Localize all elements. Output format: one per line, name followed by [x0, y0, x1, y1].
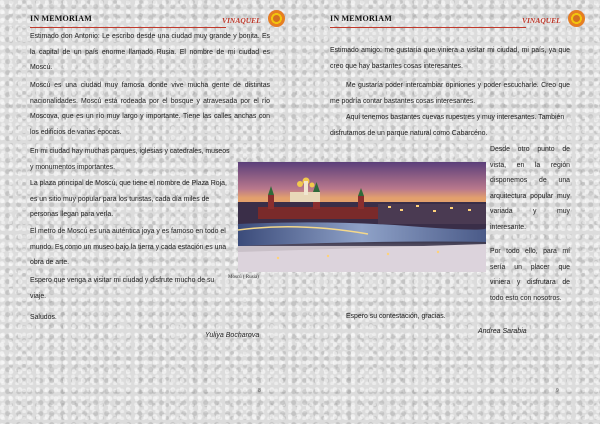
section-title: IN MEMORIAM: [30, 14, 92, 23]
section-title: IN MEMORIAM: [330, 14, 392, 23]
header-rule: [330, 27, 526, 28]
paragraph: Saludos.: [30, 314, 57, 321]
page-header: [30, 10, 285, 30]
paragraph: Espero su contestación, gracias.: [346, 313, 446, 320]
page-number: 8: [258, 388, 261, 394]
paragraph: En mi ciudad hay muchas parques, iglesias y catedrales, museos y monumentos importantes.: [30, 148, 230, 171]
paragraph: Por todo ello, para mí sería un placer que viniera y disfrutara de todo esto con nosotros.: [490, 248, 570, 302]
page-number: 9: [556, 388, 559, 394]
header-rule: [30, 27, 226, 28]
paragraph: Desde otro punto de vista, en la región disponemos de una arquitectura popular muy variada y muy interesante.: [490, 146, 570, 231]
signature: Yuliya Bocharova: [205, 332, 260, 339]
page-header: [330, 10, 585, 30]
photo-caption: Moscú ( Rusia): [228, 275, 259, 280]
emblem-icon: [268, 10, 285, 27]
paragraph: Estimado amigo: me gustaría que viniera a visitar mi ciudad, mi país, ya que creo que hay bastantes cosas interesantes.: [330, 47, 570, 70]
paragraph: Aquí tenemos bastantes cuevas rupestres y muy interesantes. También disfrutamos de un parque natural como Cabarcéno.: [330, 114, 565, 137]
signature: Andrea Sarabia: [478, 328, 527, 335]
right-page: [300, 0, 600, 424]
emblem-icon: [568, 10, 585, 27]
brand-logo: VINAQUEL: [522, 16, 561, 25]
brand-logo: VINAQUEL: [222, 16, 261, 25]
paragraph: Estimado don Antonio: Le escribo desde una ciudad muy grande y bonita. Es la capital de un país enorme llamado Rusia. El nombre de mi ciudad es Moscú.: [30, 33, 270, 71]
paragraph: Espero que venga a visitar mi ciudad y disfrute mucho de su viaje.: [30, 277, 215, 300]
paragraph: El metro de Moscú es una auténtica joya y es famoso en todo el mundo. Es como un museo bajo la tierra y cada estación es una obra de arte.: [30, 228, 227, 266]
paragraph: La plaza principal de Moscú, que tiene el nombre de Plaza Roja, es un sitio muy popular para los turistas, cada día miles de personas llegan para verla.: [30, 180, 227, 218]
paragraph: Moscú es una ciudad muy famosa donde vive mucha gente de distintas nacionalidades. Moscú está rodeada por el bosque y atravesada por el río Moscova, que es un río muy largo y importante. Tiene las calles anchas con los edificios de varias épocas.: [30, 82, 270, 136]
paragraph: Me gustaría poder intercambiar opiniones y poder escucharle. Creo que me podría contar bastantes cosas interesantes.: [330, 82, 570, 105]
